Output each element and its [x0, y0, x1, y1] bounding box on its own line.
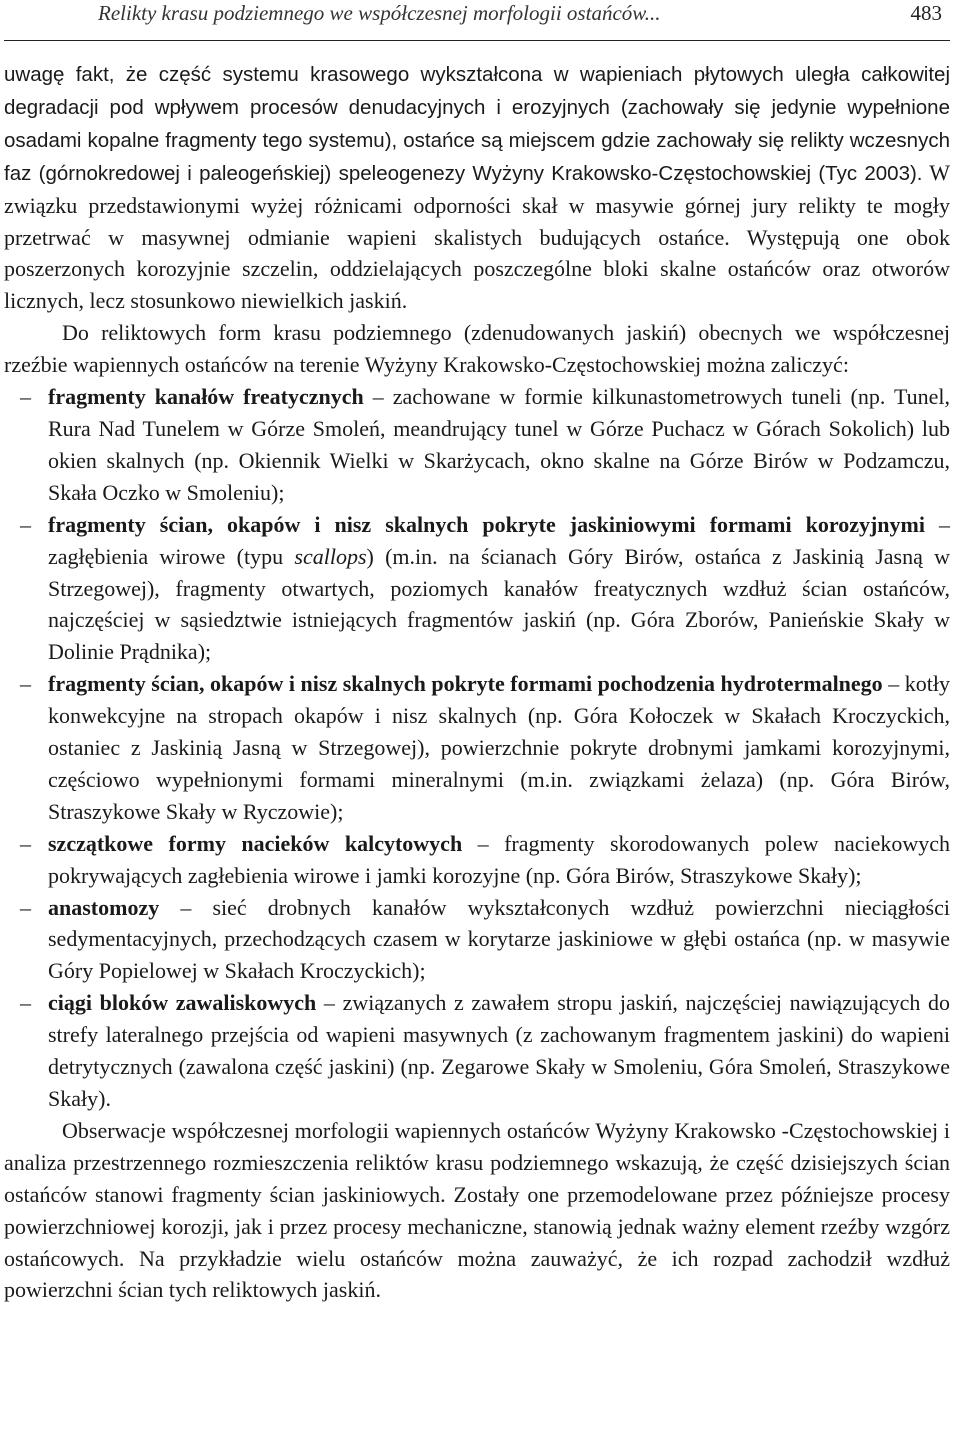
list-item-text: – fragmenty skorodowanych polew naciekowych pokrywających zagłebienia wirowe i jamki korozyjne (np. Góra Birów, Straszykowe Skały);: [48, 830, 950, 888]
running-header-title: Relikty krasu podziemnego we współczesnej morfologii ostańców...: [98, 1, 661, 25]
list-dash: –: [20, 384, 31, 410]
list-dash: –: [20, 830, 31, 856]
list-item-text: – kotły konwekcyjne na stropach okapów i nisz skalnych (np. Góra Kołoczek w Skałach Kroczyckich, ostaniec z Jaskinią Jasną w Strzegowej), powierzchnie pokryte drobnymi jamkami korozyjnymi, częściowo wypełnionymi formami mineralnymi (m.in. związkami żelaza) (np. Góra Birów, Straszykowe Skały w Ryczowie);: [48, 671, 950, 824]
list-item: [4, 828, 950, 892]
list-item-text: – sieć drobnych kanałów wykształconych wzdłuż powierzchni nieciągłości sedymentacyjnych, przechodzących czasem w korytarze jaskiniowe w głębi ostańca (np. w masywie Góry Popielowej w Skałach Kroczyckich);: [48, 894, 950, 984]
list-item-term: fragmenty ścian, okapów i nisz skalnych pokryte formami pochodzenia hydrotermalnego: [48, 671, 883, 697]
paragraph-1: [4, 58, 950, 317]
list-item: [4, 381, 950, 509]
list-dash: –: [20, 511, 31, 537]
list-item-term: szczątkowe formy nacieków kalcytowych: [48, 830, 463, 856]
list-item-term: ciągi bloków zawaliskowych: [48, 990, 317, 1016]
paragraph-2: Do reliktowych form krasu podziemnego (zdenudowanych jaskiń) obecnych we współczesnej rzeźbie wapiennych ostańców na terenie Wyżyny Krakowsko-Częstochowskiej można zaliczyć:: [4, 320, 950, 378]
list-dash: –: [20, 894, 31, 920]
list-item-text-continued: ) (m.in. na ścianach Góry Birów, ostańca z Jaskinią Jasną w Strzegowej), fragmenty otwartych, poziomych kanałów freatycznych wzdłuż ścian ostańców, najczęściej w sąsiedztwie istniejących fragmentów jaskiń (np. Góra Zborów, Panieńskie Skały w Dolinie Prądnika);: [48, 543, 951, 665]
list-item: [4, 892, 950, 988]
list-item-term: anastomozy: [48, 894, 160, 920]
paragraph-1-part-2: W związku przedstawionymi wyżej różnicami odporności skał w masywie górnej jury relikty te mogły przetrwać w masywnej odmianie wapieni skalistych budujących ostańce. Występują one obok poszerzonych korozyjnie szczelin, oddzielających poszczególne bloki skalne ostańców oraz otworów licznych, lecz stosunkowo niewielkich jaskiń.: [4, 159, 950, 314]
list-item: [4, 987, 950, 1115]
page-number: 483: [910, 1, 942, 25]
list-item: [4, 509, 950, 669]
list-dash: –: [20, 990, 31, 1016]
relict-forms-list: [4, 381, 950, 1115]
running-header: [4, 0, 950, 41]
list-item-term: fragmenty ścian, okapów i nisz skalnych pokryte jaskiniowymi formami korozyjnymi: [48, 511, 925, 537]
list-item: [4, 668, 950, 828]
list-item-text: – zagłębienia wirowe (typu: [48, 511, 951, 569]
list-item-term: fragmenty kanałów freatycznych: [48, 384, 364, 410]
paragraph-3: Obserwacje współczesnej morfologii wapiennych ostańców Wyżyny Krakowsko -Częstochowskiej i analiza przestrzennego rozmieszczenia reliktów krasu podziemnego wskazują, że część dzisiejszych ścian ostańców stanowi fragmenty ścian jaskiniowych. Zostały one przemodelowane przez późniejsze procesy powierzchniowej korozji, jak i przez procesy mechaniczne, stanowią jednak ważny element rzeźby wzgórz ostańcowych. Na przykładzie wielu ostańców można zauważyć, że ich rozpad zachodził wzdłuż powierzchni ścian tych reliktowych jaskiń.: [4, 1117, 950, 1303]
list-dash: –: [20, 671, 31, 697]
body-text: [4, 58, 950, 1306]
list-item-text: – związanych z zawałem stropu jaskiń, najczęściej nawiązujących do strefy lateralnego przejścia od wapieni masywnych (z zachowanym fragmentem jaskini) do wapieni detrytycznych (zawalona część jaskini) (np. Zegarowe Skały w Smoleniu, Góra Smoleń, Straszykowe Skały).: [48, 990, 950, 1111]
list-item-text: – zachowane w formie kilkunastometrowych tuneli (np. Tunel, Rura Nad Tunelem w Górze Smoleń, meandrujący tunel w Górze Puchacz w Górach Sokolich) lub okien skalnych (np. Okiennik Wielki w Skarżycach, okno skalne na Górze Birów w Podzamczu, Skała Oczko w Smoleniu);: [48, 384, 951, 505]
paragraph-1-part-1: uwagę fakt, że część systemu krasowego wykształcona w wapieniach płytowych uległa całkowitej degradacji pod wpływem procesów denudacyjnych i erozyjnych (zachowały się jedynie wypełnione osadami kopalne fragmenty tego systemu), ostańce są miejscem gdzie zachowały się relikty wczesnych faz (górnokredowej i paleogeńskiej) speleogenezy Wyżyny Krakowsko-Częstochowskiej (Tyc 2003).: [4, 63, 950, 185]
list-item-italic-term: scallops: [294, 543, 367, 569]
